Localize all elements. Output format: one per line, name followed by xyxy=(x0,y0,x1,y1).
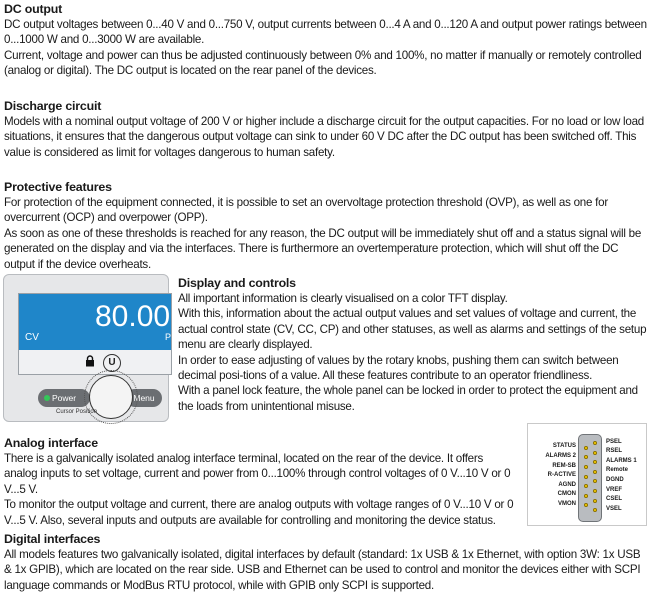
connector-body xyxy=(578,434,602,522)
discharge-heading: Discharge circuit xyxy=(4,99,102,113)
connector-pin xyxy=(593,499,597,503)
protective-paragraph-2: As soon as one of these thresholds is reached for any reason, the DC output will be immediately shut off and a status signal will be generated on the display and via the interfaces. There is furthermore an overtemperature protection, which will shut off the DC output if the device overheats. xyxy=(4,226,642,271)
connector-pin-label-left: R-ACTIVE xyxy=(547,472,576,479)
connector-pin-label-right: RSEL xyxy=(606,448,623,455)
analog-paragraph-2: To monitor the output voltage and current, there are analog outputs with voltage ranges of 0 V...10 V or 0 V...5 V. Also, several inputs and outputs are available for controlling and monitoring the device status. xyxy=(4,498,514,527)
cursor-position-label: Cursor Position xyxy=(56,409,98,415)
u-symbol-icon: U xyxy=(103,354,121,372)
display-paragraph-1: All important information is clearly visualised on a color TFT display. xyxy=(178,292,508,305)
connector-pin-label-right: CSEL xyxy=(606,496,623,503)
connector-pin xyxy=(584,494,588,498)
connector-pin-label-right: ALARMS 1 xyxy=(606,457,637,464)
connector-pin xyxy=(593,460,597,464)
menu-button-label: Menu xyxy=(133,393,155,403)
connector-pin-label-right: VREF xyxy=(606,486,623,493)
section-dc-output xyxy=(4,2,649,79)
connector-pin xyxy=(584,484,588,488)
connector-pin xyxy=(584,455,588,459)
tft-display xyxy=(18,293,172,375)
connector-pin xyxy=(593,508,597,512)
connector-pin xyxy=(593,479,597,483)
display-side-letter: P xyxy=(165,332,172,342)
power-indicator-icon xyxy=(44,395,50,401)
connector-pin xyxy=(593,441,597,445)
display-paragraph-3: In order to ease adjusting of values by the rotary knobs, pushing them can switch between decimal posi-tions of a value. All these features contribute to an operator friendliness. xyxy=(178,353,619,383)
power-button xyxy=(38,389,90,407)
connector-pin-label-left: AGND xyxy=(558,481,576,488)
connector-pin-label-left: STATUS xyxy=(552,443,576,450)
analog-heading: Analog interface xyxy=(4,436,98,450)
connector-pin-label-right: PSEL xyxy=(606,438,622,445)
connector-pin xyxy=(593,451,597,455)
section-protective-features xyxy=(4,180,649,272)
display-value: 80.00 xyxy=(95,300,171,333)
connector-pin-label-left: VMON xyxy=(558,500,576,507)
connector-pin-label-right: Remote xyxy=(606,467,629,474)
section-discharge-circuit xyxy=(4,99,649,160)
section-display-controls xyxy=(178,276,648,414)
connector-pin xyxy=(584,503,588,507)
analog-connector-diagram xyxy=(527,423,647,526)
connector-pin-label-left: REM-SB xyxy=(552,462,576,469)
power-button-label: Power xyxy=(51,393,77,403)
analog-paragraph-1: There is a galvanically isolated analog interface terminal, located on the rear of the device. It offers analog inputs to set voltage, current and power from 0...100% through control voltages of 0 V...10 V or 0 V...5 V. xyxy=(4,452,511,496)
lock-icon xyxy=(85,355,95,367)
display-paragraph-4: With a panel lock feature, the whole panel can be locked in order to protect the equipment and the loads from unintentional misuse. xyxy=(178,384,638,413)
dc-output-paragraph-1: DC output voltages between 0...40 V and 0...750 V, output currents between 0...4 A and 0...120 A and output power ratings between 0...1000 W and 0...3000 W are available. xyxy=(4,18,647,47)
protective-heading: Protective features xyxy=(4,180,112,194)
connector-pin-label-left: CMON xyxy=(557,491,576,498)
connector-pin-label-right: VSEL xyxy=(606,505,622,512)
connector-pin xyxy=(593,489,597,493)
front-panel-image xyxy=(3,274,172,422)
display-mode-label: CV xyxy=(25,332,39,343)
section-analog-interface xyxy=(4,436,519,528)
connector-pin xyxy=(584,475,588,479)
connector-pin xyxy=(584,446,588,450)
digital-heading: Digital interfaces xyxy=(4,532,101,546)
display-paragraph-2: With this, information about the actual output values and set values of voltage and current, the actual control state (CV, CC, CP) and other statuses, as well as alarms and settings of the setup menu are clearly displayed. xyxy=(178,307,647,352)
section-digital-interfaces xyxy=(4,532,649,593)
discharge-paragraph-1: Models with a nominal output voltage of 200 V or higher include a discharge circuit for the output capacities. For no load or low load situations, it ensures that the dangerous output voltage can sink to under 60 V DC after the DC output has been switched off. This value is considered as limit for voltages dangerous to human safety. xyxy=(4,115,644,159)
display-heading: Display and controls xyxy=(178,276,296,290)
connector-pin-label-right: DGND xyxy=(606,476,624,483)
dc-output-paragraph-2: Current, voltage and power can thus be adjusted continuously between 0% and 100%, no matter if manually or remotely controlled (analog or digital). The DC output is located on the rear panel of the devices. xyxy=(4,48,642,78)
connector-pin-label-left: ALARMS 2 xyxy=(545,452,576,459)
connector-pin xyxy=(593,470,597,474)
digital-paragraph-1: All models features two galvanically isolated, digital interfaces by default (standard: 1x USB & 1x Ethernet, with option 3W: 1x USB & 1x GPIB), which are located on the rear side. USB and Ethernet can be used to control and monitor the devices either with SCPI language commands or ModBus RTU protocol, while with GPIB only SCPI is supported. xyxy=(4,548,641,592)
protective-paragraph-1: For protection of the equipment connected, it is possible to set an overvoltage protection threshold (OVP), as well as one for overcurrent (OCP) and overpower (OPP). xyxy=(4,196,608,225)
dc-output-heading: DC output xyxy=(4,2,63,16)
connector-pin xyxy=(584,465,588,469)
